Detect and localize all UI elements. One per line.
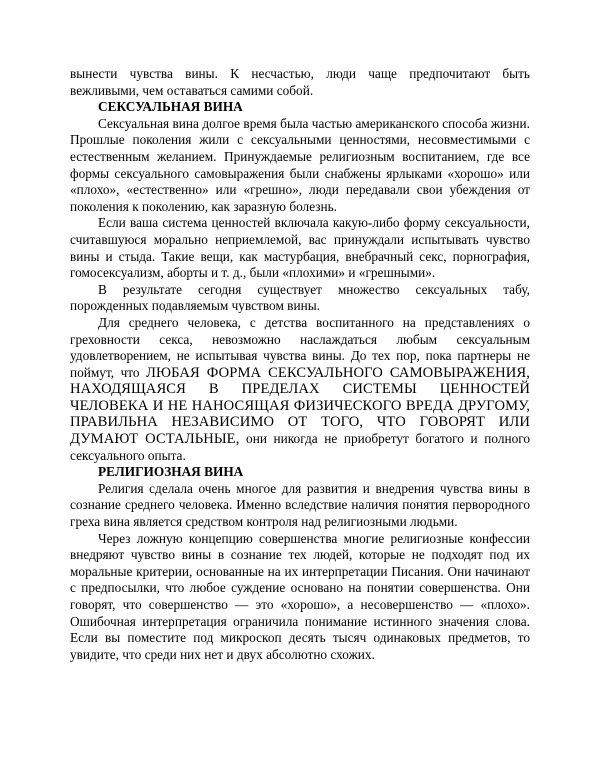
section-heading-sexual-guilt: СЕКСУАЛЬНАЯ ВИНА bbox=[98, 99, 243, 115]
section-heading-religious-guilt: РЕЛИГИОЗНАЯ ВИНА bbox=[98, 464, 244, 480]
paragraph: вынести чувства вины. К несчастью, люди чаще предпочитают быть вежливыми, чем оставаться самими собой. bbox=[70, 66, 530, 98]
emphasized-caps-text: ЛЮБАЯ ФОРМА СЕКСУАЛЬНОГО САМОВЫРАЖЕНИЯ, НАХОДЯЩАЯСЯ В ПРЕДЕЛАХ СИСТЕМЫ ЦЕННОСТЕЙ ЧЕЛОВЕКА И НЕ НАНОСЯЩАЯ ФИЗИЧЕСКОГО ВРЕДА ДРУГОМУ, ПРАВИЛЬНА НЕЗАВИСИМО ОТ ТОГО, ЧТО ГОВОРЯТ ИЛИ ДУМАЮТ ОСТАЛЬНЫЕ, bbox=[70, 364, 530, 448]
paragraph: Религия сделала очень многое для развития и внедрения чувства вины в сознание среднего человека. Именно вследствие наличия понятия первородного греха вина является средством контроля над религиозными людьми. bbox=[70, 480, 530, 530]
paragraph: Сексуальная вина долгое время была частью американского способа жизни. Прошлые поколения жили с сексуальными ценностями, несовместимыми с естественным желанием. Принуждаемые религиозным воспитанием, где все формы сексуального самовыражения были снабжены ярлыками «хорошо» или «плохо», «естественно» или «грешно», люди передавали свои убеждения от поколения к поколению, как заразную болезнь. bbox=[70, 115, 530, 214]
paragraph-text: они никогда не приобретут богатого и полного сексуального опыта. bbox=[70, 431, 530, 463]
paragraph: Если ваша система ценностей включала какую-либо форму сексуальности, считавшуюся морально неприемлемой, вас принуждали испытывать чувство вины и стыда. Такие вещи, как мастурбация, внебрачный секс, порнография, гомосексуализм, аборты и т. д., были «плохими» и «грешными». bbox=[70, 215, 530, 281]
document-page bbox=[70, 66, 530, 663]
paragraph-mixed bbox=[70, 315, 530, 464]
paragraph: Через ложную концепцию совершенства многие религиозные конфессии внедряют чувство вины в сознание тех людей, которые не подходят под их моральные критерии, основанные на их интерпретации Писания. Они начинают с предпосылки, что любое суждение основано на понятии совершенства. Они говорят, что совершенство — это «хорошо», а несовершенство — «плохо». Ошибочная интерпретация ограничила понимание истинного значения слова. Если вы поместите под микроскоп десять тысяч одинаковых предметов, то увидите, что среди них нет и двух абсолютно схожих. bbox=[70, 530, 530, 662]
paragraph-text: Для среднего человека, с детства воспитанного на представлениях о греховности секса, невозможно наслаждаться любым сексуальным удовлетворением, не испытывая чувства вины. До тех пор, пока партнеры не поймут, что bbox=[70, 314, 530, 380]
paragraph: В результате сегодня существует множество сексуальных табу, порожденных подавляемым чувством вины. bbox=[70, 281, 530, 314]
